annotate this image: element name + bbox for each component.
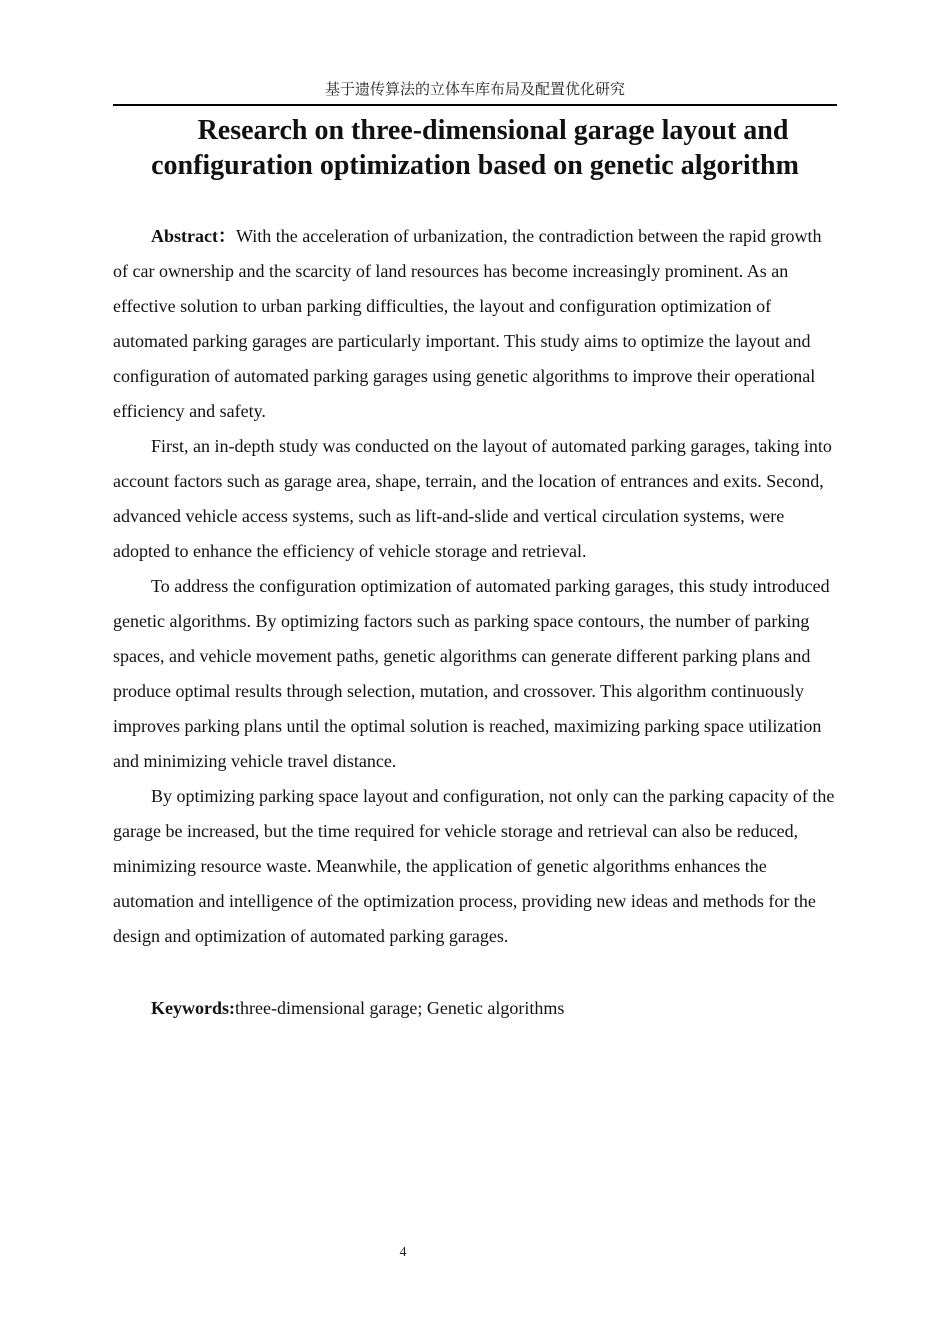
abstract-paragraph-3: To address the configuration optimization of automated parking garages, this study introduced genetic algorithms. By optimizing factors such as parking space contours, the number of parking spaces, and vehicle movement paths, genetic algorithms can generate different parking plans and produce optimal results through selection, mutation, and crossover. This algorithm continuously improves parking plans until the optimal solution is reached, maximizing parking space utilization and minimizing vehicle travel distance. <box>113 576 830 771</box>
abstract-paragraph-4: By optimizing parking space layout and configuration, not only can the parking capacity of the garage be increased, but the time required for vehicle storage and retrieval can also be reduced, minimizing resource waste. Meanwhile, the application of genetic algorithms enhances the automation and intelligence of the optimization process, providing new ideas and methods for the design and optimization of automated parking garages. <box>113 786 835 946</box>
running-title: 基于遗传算法的立体车库布局及配置优化研究 <box>324 80 625 98</box>
paper-title <box>113 113 837 183</box>
keywords-text: three-dimensional garage; Genetic algorithms <box>235 998 565 1018</box>
keywords-line <box>151 991 564 1026</box>
title-line-1: Research on three-dimensional garage layout and <box>197 115 789 146</box>
abstract-paragraph-1 <box>113 219 837 429</box>
page-number: 4 <box>399 1245 407 1260</box>
abstract-paragraph-1-text: With the acceleration of urbanization, the contradiction between the rapid growth of car ownership and the scarcity of land resources has become increasingly prominent. As an effective solution to urban parking difficulties, the layout and configuration optimization of automated parking garages are particularly important. This study aims to optimize the layout and configuration of automated parking garages using genetic algorithms to improve their operational efficiency and safety. <box>113 226 822 421</box>
running-header <box>113 78 837 106</box>
abstract-label: Abstract： <box>151 226 236 246</box>
abstract-paragraph-2: First, an in-depth study was conducted on the layout of automated parking garages, taking into account factors such as garage area, shape, terrain, and the location of entrances and exits. Second, advanced vehicle access systems, such as lift-and-slide and vertical circulation systems, were adopted to enhance the efficiency of vehicle storage and retrieval. <box>113 436 832 561</box>
title-line-2: configuration optimization based on genetic algorithm <box>151 150 799 181</box>
abstract-section <box>113 219 837 954</box>
keywords-label: Keywords: <box>151 998 235 1018</box>
